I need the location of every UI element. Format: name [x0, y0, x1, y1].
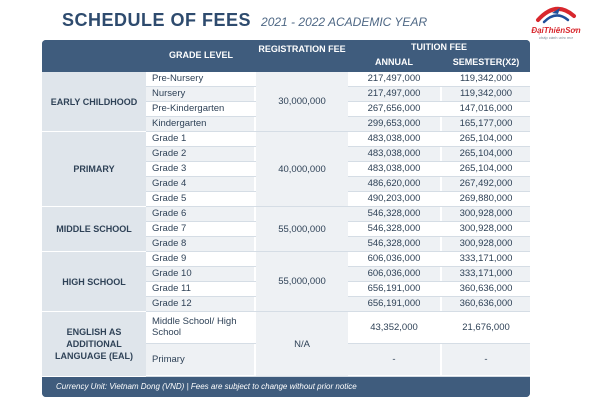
grade-cell: Pre-Nursery	[152, 73, 204, 84]
header-semester: SEMESTER(X2)	[452, 57, 520, 67]
category-primary: PRIMARY	[42, 132, 146, 207]
grade-cell: Grade 7	[152, 223, 187, 234]
semester-cell: 300,928,000	[459, 223, 513, 234]
grade-cell: Grade 9	[152, 253, 187, 264]
header-tuition-fee: TUITION FEE	[411, 42, 467, 52]
header-annual: ANNUAL	[375, 57, 413, 67]
semester-cell: 267,492,000	[442, 177, 530, 191]
page-subtitle: 2021 - 2022 ACADEMIC YEAR	[261, 15, 428, 29]
grade-cell: Pre-Kindergarten	[152, 103, 225, 114]
logo-mark-icon	[516, 2, 596, 28]
header-grade-level: GRADE LEVEL	[168, 50, 233, 60]
grade-cell: Middle School/ High School	[152, 316, 237, 338]
semester-cell: 165,177,000	[442, 117, 530, 131]
page-title: SCHEDULE OF FEES	[62, 10, 252, 30]
semester-cell: 333,171,000	[442, 267, 530, 281]
semester-cell: 119,342,000	[459, 73, 513, 84]
category-high-school: HIGH SCHOOL	[42, 252, 146, 312]
logo	[516, 2, 596, 44]
table-body	[42, 72, 530, 377]
annual-cell: 217,497,000	[348, 87, 440, 101]
category-early-childhood: EARLY CHILDHOOD	[42, 72, 146, 132]
grade-cell: Grade 3	[152, 163, 187, 174]
category-eal: ENGLISH AS ADDITIONAL LANGUAGE (EAL)	[42, 312, 146, 377]
annual-cell: 606,036,000	[367, 253, 421, 264]
semester-cell: 265,104,000	[459, 163, 513, 174]
grade-cell: Grade 6	[146, 207, 254, 221]
grade-cell: Primary	[146, 344, 254, 375]
annual-cell: 546,328,000	[348, 237, 440, 251]
grade-cell: Grade 10	[146, 267, 254, 281]
semester-cell: -	[442, 344, 530, 375]
semester-cell: 300,928,000	[442, 207, 530, 221]
annual-cell: 483,038,000	[367, 163, 421, 174]
registration-fee-early-childhood: 30,000,000	[256, 72, 348, 132]
annual-cell: 656,191,000	[348, 297, 440, 311]
annual-cell: 299,653,000	[348, 117, 440, 131]
fees-table	[42, 40, 530, 397]
logo-tagline: chấp cánh ước mơ	[539, 35, 573, 40]
registration-fee-middle-school: 55,000,000	[256, 207, 348, 252]
category-middle-school: MIDDLE SCHOOL	[42, 207, 146, 252]
header-registration-fee: REGISTRATION FEE	[258, 44, 346, 54]
grade-cell: Grade 1	[152, 133, 187, 144]
annual-cell: 656,191,000	[367, 283, 421, 294]
semester-cell: 147,016,000	[459, 103, 513, 114]
semester-cell: 360,636,000	[442, 297, 530, 311]
semester-cell: 269,880,000	[459, 193, 513, 204]
annual-cell: 606,036,000	[348, 267, 440, 281]
annual-cell: 546,328,000	[367, 223, 421, 234]
semester-cell: 119,342,000	[442, 87, 530, 101]
semester-cell: 333,171,000	[459, 253, 513, 264]
grade-cell: Grade 12	[146, 297, 254, 311]
logo-name: ĐạiThiênSơn	[531, 26, 581, 35]
grade-cell: Grade 8	[146, 237, 254, 251]
semester-cell: 265,104,000	[459, 133, 513, 144]
registration-fee-high-school: 55,000,000	[256, 252, 348, 312]
semester-cell: 21,676,000	[462, 322, 510, 333]
annual-cell: 546,328,000	[348, 207, 440, 221]
annual-cell: 486,620,000	[348, 177, 440, 191]
annual-cell: 483,038,000	[348, 147, 440, 161]
grade-cell: Grade 11	[152, 283, 191, 294]
grade-cell: Nursery	[146, 87, 254, 101]
registration-fee-eal: N/A	[256, 312, 348, 377]
title-row	[62, 10, 502, 36]
semester-cell: 265,104,000	[442, 147, 530, 161]
footer-note: Currency Unit: Vietnam Dong (VND) | Fees are subject to change without prior notice	[42, 377, 530, 397]
grade-cell: Grade 4	[146, 177, 254, 191]
grade-cell: Kindergarten	[146, 117, 254, 131]
annual-cell: 490,203,000	[367, 193, 421, 204]
grade-cell: Grade 2	[146, 147, 254, 161]
annual-cell: 43,352,000	[370, 322, 418, 333]
table-header	[42, 40, 530, 72]
registration-fee-primary: 40,000,000	[256, 132, 348, 207]
semester-cell: 300,928,000	[442, 237, 530, 251]
annual-cell: -	[348, 344, 440, 375]
annual-cell: 267,656,000	[367, 103, 421, 114]
semester-cell: 360,636,000	[459, 283, 513, 294]
grade-cell: Grade 5	[152, 193, 187, 204]
annual-cell: 217,497,000	[367, 73, 421, 84]
annual-cell: 483,038,000	[367, 133, 421, 144]
